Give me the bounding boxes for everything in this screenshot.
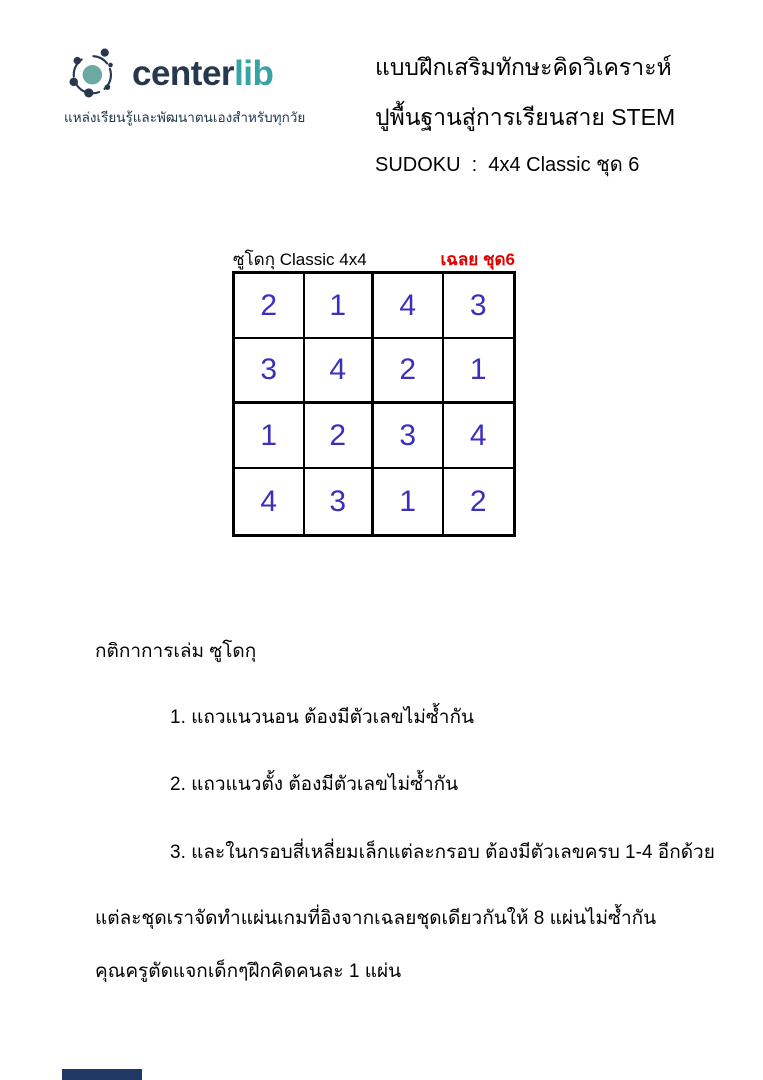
sudoku-cell: 4 bbox=[444, 404, 514, 469]
brand-center-text: center bbox=[132, 53, 235, 93]
sudoku-cell: 2 bbox=[305, 404, 375, 469]
sudoku-cell: 3 bbox=[235, 339, 305, 404]
brand-wordmark bbox=[132, 53, 274, 93]
centerlib-logo bbox=[64, 44, 314, 128]
sudoku-cell: 2 bbox=[374, 339, 444, 404]
sudoku-cell: 1 bbox=[305, 274, 375, 339]
rule-item-1: 1. แถวแนวนอน ต้องมีตัวเลขไม่ซ้ำกัน bbox=[170, 707, 474, 728]
rule-item-3: 3. และในกรอบสี่เหลี่ยมเล็กแต่ละกรอบ ต้องมีตัวเลขครบ 1-4 อีกด้วย bbox=[170, 842, 715, 863]
sudoku-cell: 3 bbox=[444, 274, 514, 339]
sudoku-grid bbox=[232, 271, 516, 537]
sudoku-cell: 4 bbox=[305, 339, 375, 404]
rules-title: กติกาการเล่ม ซูโดกุ bbox=[95, 641, 257, 662]
note-line-2: คุณครูตัดแจกเด็กๆฝึกคิดคนละ 1 แผ่น bbox=[95, 961, 402, 982]
title-line-2: ปูพื้นฐานสู่การเรียนสาย STEM bbox=[375, 104, 676, 130]
answer-set-label: เฉลย ชุด6 bbox=[440, 250, 515, 269]
footer-banner-fragment bbox=[62, 1069, 142, 1080]
sudoku-cell: 4 bbox=[374, 274, 444, 339]
sudoku-cell: 1 bbox=[374, 469, 444, 534]
note-line-1: แต่ละชุดเราจัดทำแผ่นเกมที่อิงจากเฉลยชุดเดียวกันให้ 8 แผ่นไม่ซ้ำกัน bbox=[95, 908, 657, 929]
sudoku-cell: 1 bbox=[444, 339, 514, 404]
centerlib-logo-icon bbox=[64, 44, 126, 102]
sudoku-cell: 2 bbox=[235, 274, 305, 339]
logo-tagline: แหล่งเรียนรู้และพัฒนาตนเองสำหรับทุกวัย bbox=[64, 110, 306, 125]
title-line-3: SUDOKU : 4x4 Classic ชุด 6 bbox=[375, 154, 640, 176]
sudoku-cell: 4 bbox=[235, 469, 305, 534]
sudoku-cell: 1 bbox=[235, 404, 305, 469]
puzzle-caption: ซูโดกุ Classic 4x4 bbox=[233, 250, 367, 269]
rule-item-2: 2. แถวแนวตั้ง ต้องมีตัวเลขไม่ซ้ำกัน bbox=[170, 774, 459, 795]
sudoku-cell: 3 bbox=[305, 469, 375, 534]
brand-lib-text: lib bbox=[234, 53, 274, 93]
sudoku-cell: 2 bbox=[469, 484, 487, 518]
title-line-1: แบบฝึกเสริมทักษะคิดวิเคราะห์ bbox=[375, 54, 672, 80]
sudoku-cell: 3 bbox=[374, 404, 444, 469]
